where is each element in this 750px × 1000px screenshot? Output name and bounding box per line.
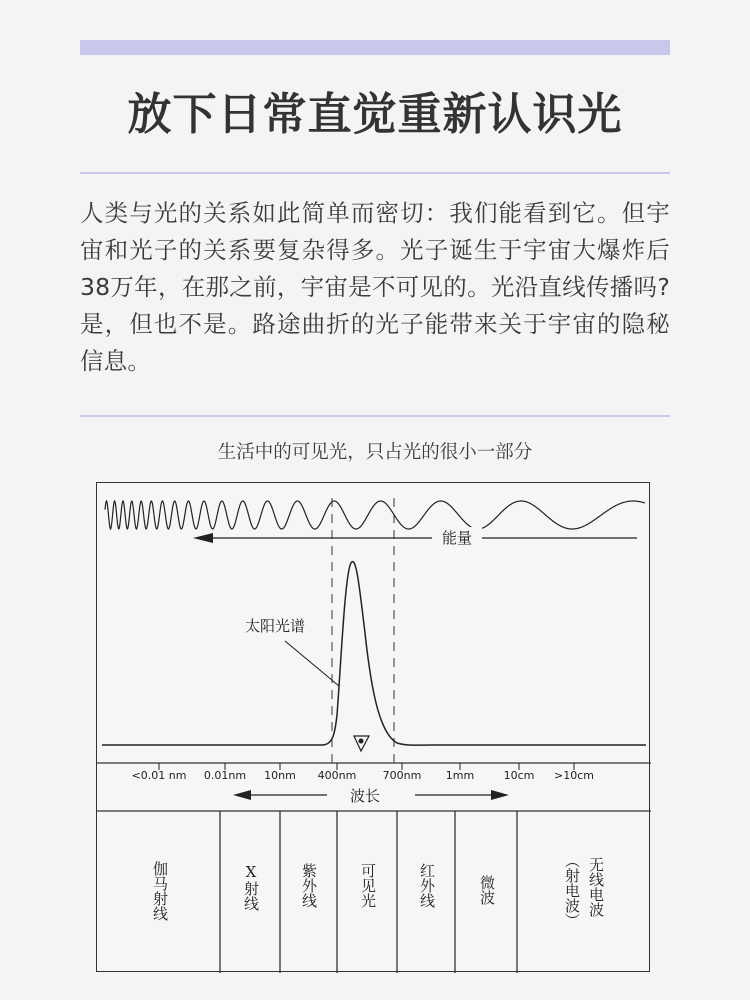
wavelength-arrow-left-head bbox=[233, 790, 251, 800]
wavelength-tick-label: 10nm bbox=[264, 769, 296, 782]
wavelength-tick-label: 10cm bbox=[503, 769, 535, 782]
eye-icon bbox=[354, 736, 369, 751]
band-radio-wave: 无线电波 bbox=[587, 857, 605, 917]
band-infrared: 红外线 bbox=[418, 863, 436, 908]
wavelength-arrow-right-head bbox=[491, 790, 509, 800]
band-microwave: 微波 bbox=[478, 875, 496, 905]
band-visible-light: 可见光 bbox=[359, 863, 377, 908]
page-title: 放下日常直觉重新认识光 bbox=[127, 89, 623, 140]
energy-wave bbox=[105, 501, 645, 529]
divider-top bbox=[80, 172, 670, 174]
band-x-ray: X射线 bbox=[242, 863, 260, 911]
intro-paragraph: 人类与光的关系如此简单而密切：我们能看到它。但宇宙和光子的关系要复杂得多。光子诞生于宇宙大爆炸后38万年，在那之前，宇宙是不可见的。光沿直线传播吗?是，但也不是。路途曲折的光子能带来关于宇宙的隐秘信息。 bbox=[80, 199, 670, 375]
wavelength-tick-label: <0.01 nm bbox=[131, 769, 187, 782]
solar-spectrum-curve bbox=[102, 562, 646, 746]
solar-spectrum-pointer bbox=[285, 641, 339, 686]
energy-arrow-head bbox=[193, 533, 213, 543]
top-accent-bar bbox=[80, 40, 670, 55]
wavelength-tick-label: 1mm bbox=[445, 769, 475, 782]
figure-caption: 生活中的可见光，只占光的很小一部分 bbox=[217, 442, 533, 463]
eye-pupil bbox=[359, 739, 364, 744]
solar-spectrum-label: 太阳光谱 bbox=[244, 617, 306, 635]
wavelength-ticks bbox=[132, 763, 594, 782]
wavelength-tick-label: 700nm bbox=[382, 769, 422, 782]
spectrum-figure bbox=[96, 482, 650, 972]
wavelength-tick-label: 0.01nm bbox=[203, 769, 247, 782]
band-ultraviolet: 紫外线 bbox=[300, 863, 318, 908]
wavelength-tick-label: >10cm bbox=[554, 769, 594, 782]
band-radio-wave-alt: （射电波） bbox=[563, 853, 581, 928]
wavelength-label: 波长 bbox=[349, 787, 381, 805]
band-gamma-ray: 伽马射线 bbox=[151, 861, 169, 921]
energy-label: 能量 bbox=[441, 529, 473, 547]
divider-bottom bbox=[80, 415, 670, 417]
wavelength-tick-label: 400nm bbox=[317, 769, 357, 782]
